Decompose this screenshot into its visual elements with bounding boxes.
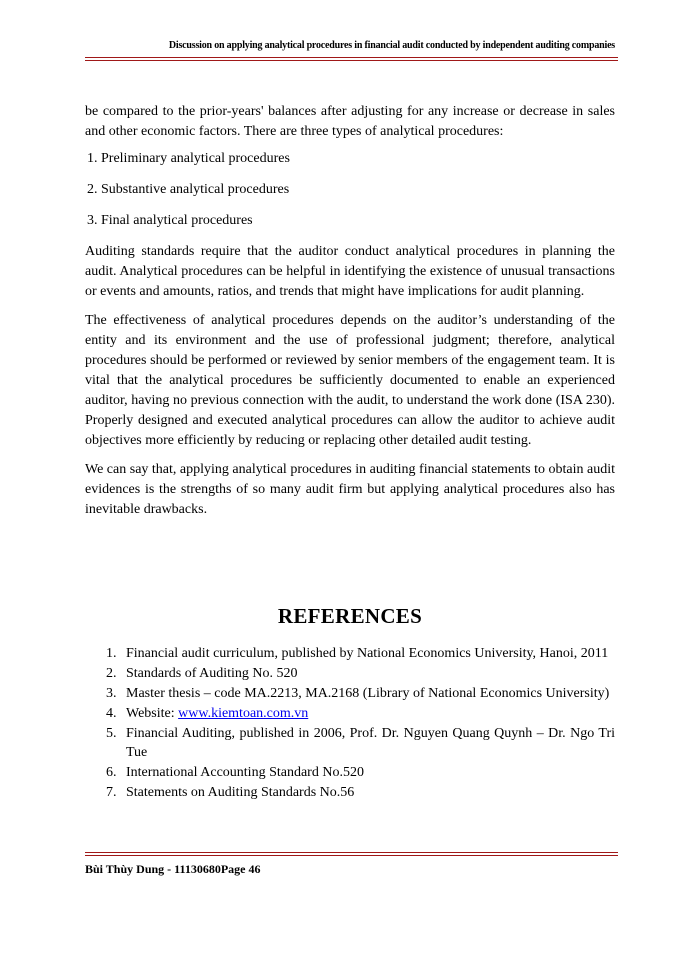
reference-number: 7. <box>106 785 117 800</box>
header-title: Discussion on applying analytical procedures in financial audit conducted by independent auditing companies <box>168 40 615 51</box>
reference-item <box>85 684 615 703</box>
reference-number: 3. <box>106 686 117 701</box>
reference-number: 2. <box>106 666 117 681</box>
list-item: 2. Substantive analytical procedures <box>87 182 290 197</box>
paragraph-auditing-standards: Auditing standards require that the auditor conduct analytical procedures in planning the audit. Analytical procedures can be helpful in identifying the existence of unusual transactions or events and amounts, ratios, and trends that might have implications for audit planning. <box>85 244 615 299</box>
intro-paragraph: be compared to the prior-years' balances after adjusting for any increase or decrease in sales and other economic factors. There are three types of analytical procedures: <box>85 104 615 139</box>
reference-number: 4. <box>106 706 117 721</box>
reference-text: Standards of Auditing No. 520 <box>126 666 298 681</box>
header-divider <box>85 57 618 61</box>
list-item: 3. Final analytical procedures <box>87 213 253 228</box>
list-item: 1. Preliminary analytical procedures <box>87 151 290 166</box>
paragraph-effectiveness: The effectiveness of analytical procedures depends on the auditor’s understanding of the entity and its environment and the use of professional judgment; therefore, analytical procedures should be performed or reviewed by senior members of the engagement team. It is vital that the analytical procedures be sufficiently documented to enable an experienced auditor, having no previous connection with the audit, to understand the work done (ISA 230). Properly designed and executed analytical procedures can allow the auditor to achieve audit objectives more efficiently by reducing or replacing other detailed audit testing. <box>85 313 615 448</box>
reference-item <box>85 783 615 802</box>
reference-text: Master thesis – code MA.2213, MA.2168 (Library of National Economics University) <box>126 686 610 701</box>
reference-text: International Accounting Standard No.520 <box>126 765 364 780</box>
references-list <box>85 644 615 803</box>
reference-item <box>85 704 615 723</box>
procedure-types-list <box>85 149 615 231</box>
reference-text: Financial Auditing, published in 2006, Prof. Dr. Nguyen Quang Quynh – Dr. Ngo Tri Tue <box>126 726 615 760</box>
reference-item <box>85 664 615 683</box>
references-heading: REFERENCES <box>277 604 423 628</box>
reference-item <box>85 644 615 663</box>
reference-prefix: Website: <box>126 706 179 721</box>
website-link[interactable]: www.kiemtoan.com.vn <box>178 706 309 721</box>
reference-number: 5. <box>106 726 117 741</box>
footer-divider <box>85 852 618 856</box>
paragraph-conclusion: We can say that, applying analytical procedures in auditing financial statements to obtain audit evidences is the strengths of so many audit firm but applying analytical procedures also has inevitable drawbacks. <box>85 462 615 517</box>
reference-text: Statements on Auditing Standards No.56 <box>126 785 355 800</box>
reference-item <box>85 763 615 782</box>
footer-text: Bùi Thùy Dung - 11130680Page 46 <box>85 862 261 876</box>
body-content <box>85 102 615 520</box>
reference-number: 1. <box>106 646 117 661</box>
reference-item <box>85 724 615 762</box>
reference-text: Financial audit curriculum, published by National Economics University, Hanoi, 2011 <box>126 646 609 661</box>
reference-number: 6. <box>106 765 117 780</box>
